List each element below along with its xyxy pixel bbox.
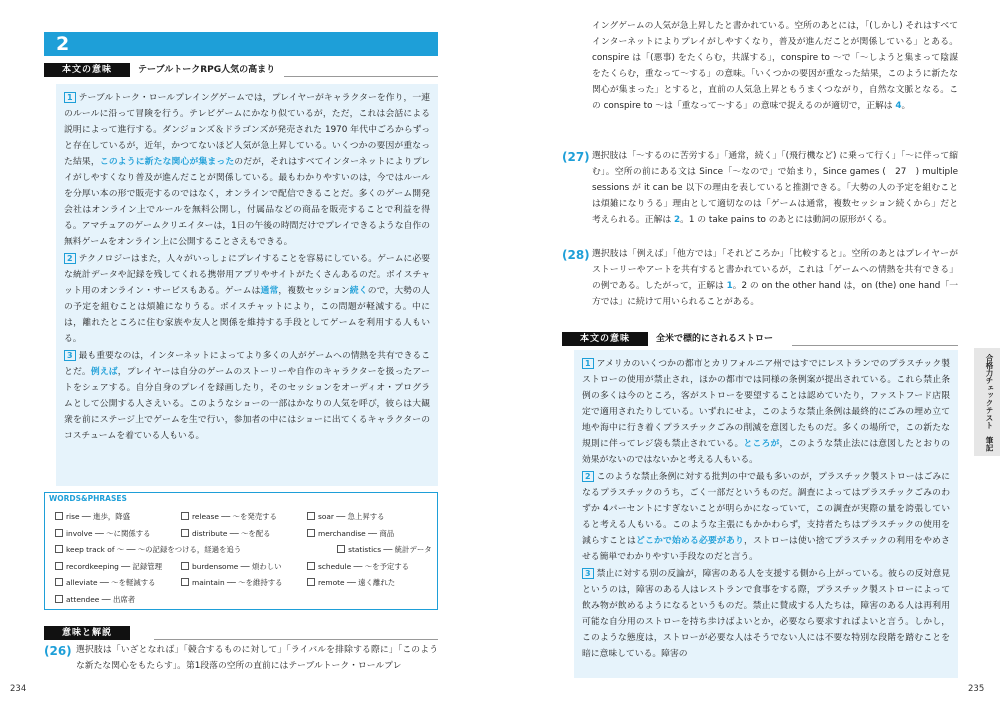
paragraph-number: 2 — [64, 253, 76, 264]
passage-header-title: テーブルトークRPG人気の高まり — [138, 65, 276, 75]
checkbox-icon — [55, 529, 63, 537]
vocab-text: schedule ── ～を予定する — [318, 561, 410, 571]
highlighted-phrase: ところが — [743, 439, 780, 449]
vocab-row — [55, 575, 433, 592]
vocab-row — [55, 542, 433, 559]
passage-paragraph — [582, 356, 950, 468]
text-run: 。2 の on the other hand は，on (the) one hand「一方では」に続けて用いられることがある。 — [592, 281, 958, 307]
text-run: ので，大勢の人の予定を組むことは煩雑になりうる。ボイスチャットにより，この問題が軽減する。中には，離れたところに住む家族や友人と関係を維持する手段としてゲームを利用する人もいる。 — [64, 286, 430, 344]
header-rule — [154, 639, 438, 640]
checkbox-icon — [55, 595, 63, 603]
vocab-entry — [181, 592, 307, 609]
vocab-heading: WORDS&PHRASES — [45, 493, 131, 505]
passage-header — [44, 63, 438, 77]
paragraph-number: 3 — [582, 568, 594, 579]
question-number-28: (28) — [562, 248, 590, 262]
question-27-text — [592, 148, 958, 228]
text-run: 禁止に対する別の反論が，障害のある人を支援する側から上がっている。彼らの反対意見というのは，障害のある人はレストランで食事をする際，プラスチック製ストローによって飲み物が飲めるようになるというものだ。禁止に賛成する人たちは，障害のある人は再利用可能な自分用のストローを持ち歩けばよいとか，必要なら要求すればよいと言う。しかし，このような態度は，ストローが必要な人はそうでない人には不要な特別な段階を踏むことを暗に意味している。障害の — [582, 569, 950, 659]
side-tab-label: 合格力チェックテスト 筆記 — [985, 354, 994, 452]
text-run: 。 — [901, 101, 911, 111]
vocab-box — [44, 492, 438, 610]
checkbox-icon — [55, 512, 63, 520]
checkbox-icon — [55, 578, 63, 586]
text-run: のだが，それはすべてインターネットによりプレイがしやすくなり普及が進んだことが関係している。最もわかりやすいのは，今ではルールを分厚い本の形で販売するのではなく，オンラインで配信できることだ。多くのゲーム開発会社はオンライン上でルールを無料公開し，付属品などの商品を販売することで利益を得る。アマチュアのゲームクリエイターは，1日の午後の時間だけでプレイできるような自作の無料ゲームをオンライン上に公開することさえもできる。 — [64, 157, 431, 247]
checkbox-icon — [307, 562, 315, 570]
vocab-entry — [337, 542, 433, 559]
section-number: 2 — [56, 33, 70, 55]
vocab-text: release ── ～を発売する — [192, 512, 277, 521]
vocab-text: keep track of ～ ── ～の記録をつける，経過を追う — [66, 545, 242, 554]
vocab-entry — [307, 509, 433, 526]
side-tab — [974, 348, 1000, 456]
vocab-text: recordkeeping ── 記録管理 — [66, 561, 162, 571]
passage-header-tag: 本文の意味 — [44, 63, 130, 77]
passage-paragraph — [64, 251, 430, 347]
vocab-text: attendee ── 出席者 — [66, 594, 136, 604]
text-run: ，複数セッション — [278, 286, 350, 296]
vocab-text: maintain ── ～を維持する — [192, 578, 283, 587]
passage-paragraph — [64, 348, 430, 444]
vocab-row — [55, 592, 433, 609]
vocab-row — [55, 509, 433, 526]
vocab-text: distribute ── ～を配る — [192, 528, 271, 538]
checkbox-icon — [337, 545, 345, 553]
highlighted-phrase: どこかで始める必要があり — [635, 536, 744, 546]
vocab-entry — [307, 559, 433, 576]
passage-header-title: 全米で標的にされるストロー — [656, 334, 774, 344]
vocab-entry — [55, 592, 181, 609]
vocab-text: alleviate ── ～を軽減する — [66, 578, 156, 587]
explanation-26-continued — [592, 18, 958, 114]
text-run: ，このような禁止法には意図したとおりの効果がないのではないかと考える人もいる。 — [582, 439, 950, 465]
page-number-right: 235 — [968, 684, 985, 694]
vocab-text: remote ── 遠く離れた — [318, 578, 396, 587]
text-run: ，ストローは使い捨てプラスチックの利用をやめさせる簡単でわかりやすい手段なのだと言う。 — [582, 536, 950, 562]
vocab-entry — [181, 526, 307, 543]
vocab-entry — [241, 542, 337, 559]
checkbox-icon — [181, 578, 189, 586]
text-run: 。1 の take pains to のあとには動詞の原形がくる。 — [680, 215, 892, 225]
passage-header-right — [562, 332, 958, 346]
vocab-row — [55, 559, 433, 576]
vocab-entry — [55, 526, 181, 543]
question-26-paragraph: 選択肢は「いざとなれば」「競合するものに対して」「ライバルを排除する際に」「このような新たな関心をもたらす」。第1段落の空所の直前にはテーブルトーク・ロールプレ — [76, 645, 438, 671]
passage-header-tag: 本文の意味 — [562, 332, 648, 346]
vocab-entry — [307, 526, 433, 543]
checkbox-icon — [307, 512, 315, 520]
paragraph-number: 2 — [582, 471, 594, 482]
explanation-header — [44, 626, 438, 640]
passage-paragraph — [64, 90, 430, 250]
explanation-paragraph — [592, 18, 958, 114]
question-27-paragraph — [592, 148, 958, 228]
vocab-entry — [307, 575, 433, 592]
highlighted-phrase: 1 — [726, 281, 733, 291]
header-rule — [792, 345, 958, 346]
text-run: テクノロジーはまた，人々がいっしょにプレイすることを容易にしている。ゲームに必要な統計データや記録を残してくれる携帯用アプリやサイトがたくさんあるのだ。ボイスチャット用のオンライン・サービスもある。ゲームは — [64, 254, 430, 296]
checkbox-icon — [181, 529, 189, 537]
vocab-entry — [181, 509, 307, 526]
text-run: 最も重要なのは，インターネットによってより多くの人がゲームへの情熱を共有できることだ。 — [64, 351, 430, 377]
section-banner — [44, 32, 438, 56]
right-page — [500, 0, 1000, 709]
highlighted-phrase: このように新たな関心が集まった — [99, 157, 235, 167]
vocab-text: involve ── ～に関係する — [66, 528, 151, 538]
paragraph-number: 1 — [64, 92, 76, 103]
question-number-26: (26) — [44, 644, 72, 658]
checkbox-icon — [55, 562, 63, 570]
vocab-text: rise ── 進歩，降盛 — [66, 512, 131, 521]
highlighted-phrase: 例えば — [90, 367, 118, 377]
highlighted-phrase: 通常 — [260, 286, 279, 296]
text-run: 選択肢は「例えば」「他方では」「それどころか」「比較すると」。空所のあとはプレイヤーがストーリーやアートを共有すると書かれているが，これは「ゲームへの情熱を共有できる」の例である。したがって，正解は — [592, 249, 958, 291]
checkbox-icon — [181, 562, 189, 570]
page-number-left: 234 — [10, 684, 27, 694]
paragraph-number: 3 — [64, 350, 76, 361]
text-run: アメリカのいくつかの都市とカリフォルニア州ではすでにレストランでのプラスチック製ストローの使用が禁止され，ほかの都市では同様の条例案が提出されている。これら禁止条例の多くは今のところ，客がストローを要望することは認めていたり，ファストフード店限定で適用されたりしている。いずれにせよ，このような禁止条例は最終的にごみの埋め立て地や海中に行き着くプラスチックごみの削減を意図したものだ。多くの場所で，この新たな規則に伴ってレジ袋も禁止されている。 — [582, 359, 950, 449]
question-26-text — [76, 642, 438, 674]
passage-paragraph — [582, 566, 950, 662]
paragraph-number: 1 — [582, 358, 594, 369]
vocab-entry — [55, 542, 241, 559]
checkbox-icon — [307, 529, 315, 537]
vocab-text: burdensome ── 煩わしい — [192, 561, 282, 571]
highlighted-phrase: 2 — [673, 215, 681, 225]
text-run: 選択肢は「～するのに苦労する」「通常，続く」「(飛行機など) に乗って行く」「～に伴って縮む」。空所の前にある文は Since「～なので」で始まり，Since games ( 27 ) multiple sessions が it can be 以下の理由を表していると推測できる。「大勢の人の予定を組むことは煩雑になりうる」理由として適切なのは「ゲームは通常，複数セッション続くから」だと考えられる。正解は — [592, 151, 958, 225]
vocab-entry — [55, 559, 181, 576]
vocab-text: merchandise ── 商品 — [318, 528, 395, 538]
vocab-entry — [307, 592, 433, 609]
passage-translation — [56, 84, 438, 486]
highlighted-phrase: 4 — [895, 101, 902, 111]
vocab-entry — [55, 509, 181, 526]
passage-paragraph — [582, 469, 950, 565]
checkbox-icon — [307, 578, 315, 586]
vocab-text: statistics ── 統計データ — [348, 545, 432, 554]
vocab-entry — [181, 575, 307, 592]
question-number-27: (27) — [562, 150, 590, 164]
checkbox-icon — [181, 512, 189, 520]
vocab-entry — [55, 575, 181, 592]
text-run: ，プレイヤーは自分のゲームのストーリーや自作のキャラクターを扱ったアートをシェアする。自分自身のプレイを録画したり，そのセッションをオーディオ・プログラムとして公開する人さえいる。このようなショーの一部はかなりの人気を呼び，彼らは大観衆を前にステージ上でゲームを生で行い，参加者の中にはショーに出てくるキャラクターのコスチュームを着ている人もいる。 — [64, 367, 430, 441]
question-28-paragraph — [592, 246, 958, 310]
highlighted-phrase: 続く — [349, 286, 368, 296]
text-run: イングゲームの人気が急上昇したと書かれている。空所のあとには，「(しかし) それはすべてインターネットによりプレイがしやすくなり，普及が進んだことが関係している」とある。conspire は「(悪事) をたくらむ，共謀する」，conspire to ～で「～しようと集まって陰謀をたくらむ，重なって～する」の意味。「いくつかの要因が重なった結果，このように新たな関心が集まった」とすると，直前の人気急上昇ともうまくつながり，自然な文脈となる。この conspire to ～は「重なって～する」の意味で捉えるのが適切で，正解は — [592, 21, 958, 111]
text-run: このような禁止条例に対する批判の中で最も多いのが，プラスチック製ストローはごみになるプラスチックのうち，ごく一部だというものだ。調査によってはプラスチックごみのわずか 4パーセントにすぎないことが明らかになっていて，この調査が実際の量を誇張していると考える人もいる。このような主張にもかかわらず，支持者たちはプラスチックの使用を減らすことは — [582, 472, 950, 546]
checkbox-icon — [55, 545, 63, 553]
text-run: テーブルトーク・ロールプレイングゲームでは，プレイヤーがキャラクターを作り，一連のルールに沿って冒険を行う。テレビゲームにかなり似ているが，ただ，これは会話による説明によって進行する。ダンジョンズ＆ドラゴンズが発売された 1970 年代中ごろからずっと存在しているが，近年，かつてないほど人気が急上昇している。いくつかの要因が重なった結果， — [64, 93, 430, 167]
vocab-text: soar ── 急上昇する — [318, 512, 385, 521]
vocab-entry — [181, 559, 307, 576]
passage-translation-right — [574, 350, 958, 678]
vocab-row — [55, 526, 433, 543]
question-28-text — [592, 246, 958, 310]
vocab-grid — [55, 509, 433, 608]
explanation-header-tag: 意味と解説 — [44, 626, 130, 640]
header-rule — [284, 76, 438, 77]
